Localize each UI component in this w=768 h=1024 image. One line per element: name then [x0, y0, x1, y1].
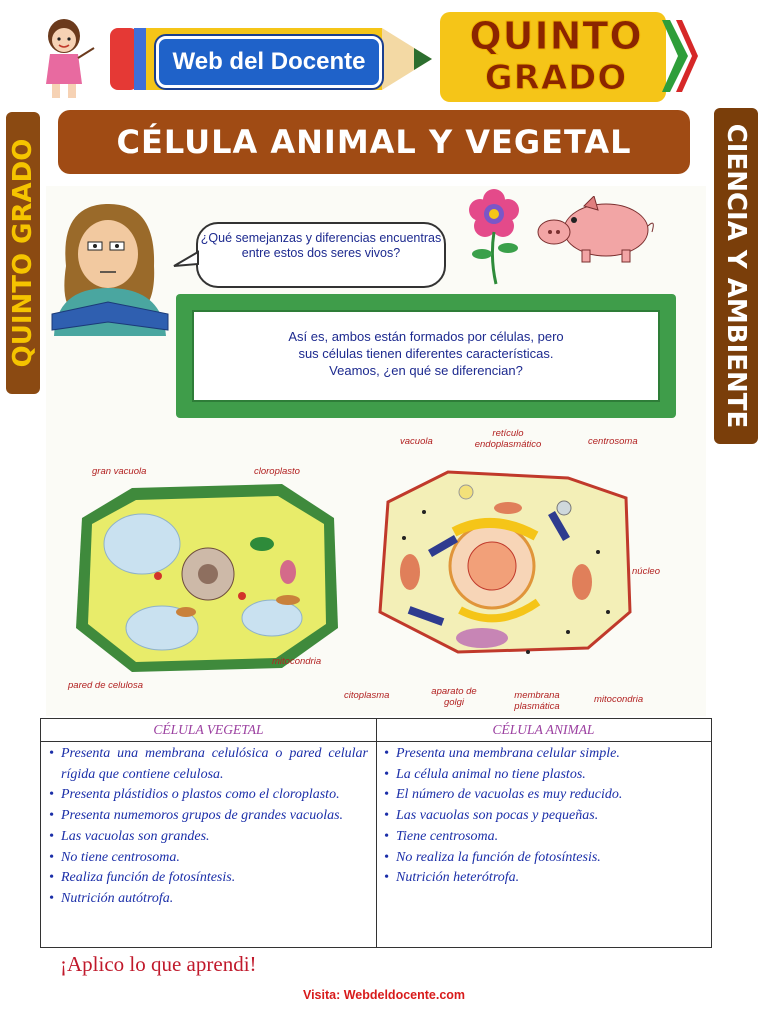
animal-cell-diagram [368, 462, 638, 662]
table-header-vegetal: CÉLULA VEGETAL [41, 719, 376, 742]
page-header [0, 0, 768, 108]
bubble-tail-icon [172, 250, 200, 270]
list-item: • Nutrición heterótrofa. [384, 868, 703, 889]
list-item: • Las vacuolas son pocas y pequeñas. [384, 806, 703, 827]
list-item: • No tiene centrosoma. [49, 848, 368, 869]
list-item: • Presenta una membrana celular simple. [384, 744, 703, 765]
list-item: • Presenta numemoros grupos de grandes vacuolas. [49, 806, 368, 827]
plant-cell-diagram [62, 478, 352, 678]
speech-bubble-text: ¿Qué semejanzas y diferencias encuentras entre estos dos seres vivos? [200, 231, 442, 260]
side-banner-left [6, 112, 40, 394]
list-item: • No realiza la función de fotosíntesis. [384, 848, 703, 869]
list-item: • El número de vacuolas es muy reducido. [384, 785, 703, 806]
list-animal [376, 742, 711, 889]
label-pared-celulosa: pared de celulosa [68, 680, 143, 691]
label-cloroplasto: cloroplasto [254, 466, 300, 477]
list-item: • Presenta una membrana celulósica o pared celular rígida que contiene celulosa. [49, 744, 368, 785]
answer-line-2: sus células tienen diferentes características. [298, 346, 554, 361]
comparison-table [40, 718, 712, 948]
label-nucleo: núcleo [632, 566, 660, 577]
list-item: • La célula animal no tiene plastos. [384, 765, 703, 786]
label-mitocondria-plant: mitocondria [272, 656, 322, 667]
label-reticulo: retículo endoplasmático [474, 428, 542, 450]
label-centrosoma: centrosoma [588, 436, 638, 447]
list-item: • Realiza función de fotosíntesis. [49, 868, 368, 889]
label-golgi: aparato de golgi [431, 686, 477, 708]
grade-badge [438, 6, 698, 104]
table-header-animal: CÉLULA ANIMAL [376, 719, 711, 742]
answer-box [192, 310, 660, 402]
side-banner-left-text: QUINTO GRADO [8, 138, 38, 368]
badge-line2: GRADO [484, 58, 628, 98]
side-banner-right [714, 108, 758, 444]
side-banner-right-text: CIENCIA Y AMBIENTE [721, 123, 751, 429]
list-item: • Nutrición autótrofa. [49, 889, 368, 910]
table-column-animal [376, 719, 711, 947]
student-reading-icon [46, 196, 176, 336]
label-gran-vacuola: gran vacuola [92, 466, 147, 477]
list-vegetal [41, 742, 376, 910]
aplico-heading: ¡Aplico lo que aprendi! [60, 952, 257, 976]
answer-line-1: Así es, ambos están formados por células, pero [288, 329, 564, 344]
speech-bubble [196, 222, 446, 288]
table-column-vegetal [41, 719, 377, 947]
flower-icon [456, 188, 536, 288]
page-title: CÉLULA ANIMAL Y VEGETAL [58, 110, 690, 174]
list-item: • Tiene centrosoma. [384, 827, 703, 848]
footer-link[interactable]: Visita: Webdeldocente.com [302, 988, 466, 1002]
teacher-mascot-icon [28, 14, 98, 100]
list-item: • Presenta plástidios o plastos como el cloroplasto. [49, 785, 368, 806]
pig-icon [534, 196, 660, 266]
label-vacuola: vacuola [400, 436, 433, 447]
answer-line-3: Veamos, ¿en qué se diferencian? [329, 363, 523, 378]
site-logo[interactable]: Web del Docente [156, 36, 382, 88]
label-mitocondria-animal: mitocondria [594, 694, 644, 705]
label-citoplasma: citoplasma [344, 690, 390, 701]
label-membrana: membrana plasmática [514, 690, 560, 712]
badge-line1: QUINTO [469, 14, 643, 58]
list-item: • Las vacuolas son grandes. [49, 827, 368, 848]
